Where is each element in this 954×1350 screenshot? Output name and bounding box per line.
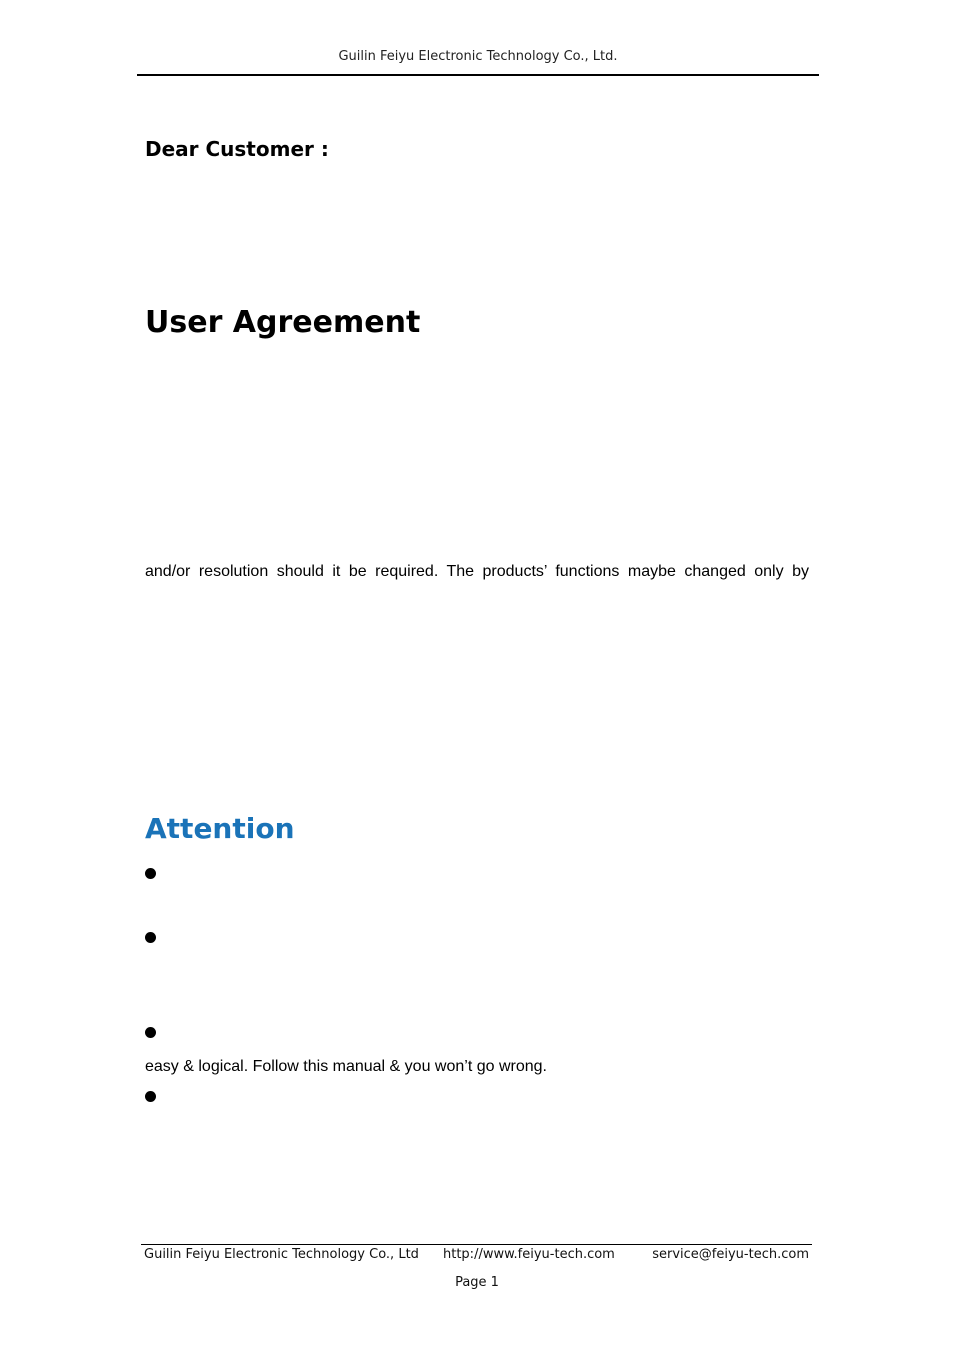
page-number: Page 1 (455, 1275, 499, 1290)
footer-email-link[interactable]: service@feiyu-tech.com (652, 1247, 809, 1262)
attention-title: Attention (145, 812, 295, 845)
agreement-text-line: and/or resolution should it be required. The products’ functions maybe changed only by (145, 563, 809, 580)
footer-website-link[interactable]: http://www.feiyu-tech.com (443, 1247, 615, 1262)
page-footer (141, 1244, 812, 1262)
bullet-icon (145, 868, 156, 879)
attention-text-line: easy & logical. Follow this manual & you won’t go wrong. (145, 1058, 547, 1075)
greeting-heading: Dear Customer : (145, 137, 329, 161)
bullet-icon (145, 1027, 156, 1038)
user-agreement-title: User Agreement (145, 305, 421, 340)
header-company-name: Guilin Feiyu Electronic Technology Co., Ltd. (338, 49, 618, 64)
footer-company-name: Guilin Feiyu Electronic Technology Co., Ltd (144, 1247, 419, 1262)
bullet-icon (145, 1091, 156, 1102)
page-header (137, 48, 819, 76)
bullet-icon (145, 932, 156, 943)
